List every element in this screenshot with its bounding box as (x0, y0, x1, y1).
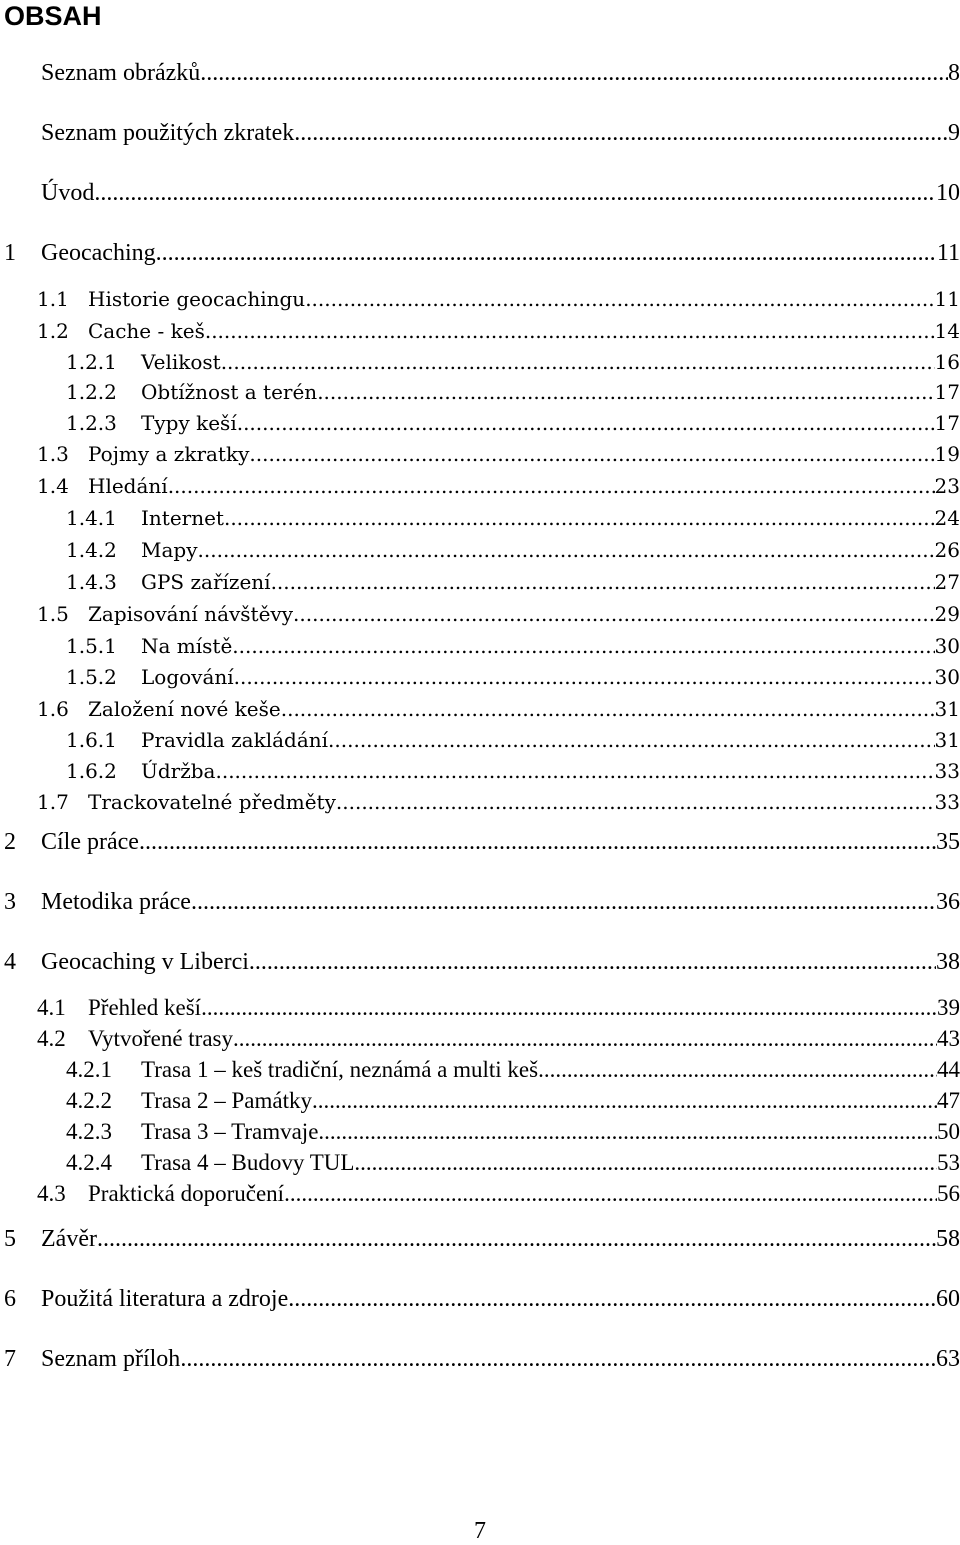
toc-leader (249, 947, 936, 977)
toc-entry-page: 26 (934, 538, 960, 562)
toc-entry-page: 31 (934, 697, 960, 721)
toc-entry-title: Trasa 2 – Památky (141, 1088, 313, 1113)
toc-entry-number: 4.2.2 (66, 1088, 112, 1113)
toc-entry[interactable] (0, 567, 960, 599)
toc-entry-number: 1.3 (37, 442, 69, 466)
toc-leader (294, 118, 948, 148)
toc-leader (97, 1224, 936, 1254)
toc-entry-page: 50 (937, 1119, 960, 1144)
toc-entry-number: 1.7 (37, 790, 69, 814)
toc-entry[interactable] (0, 599, 960, 631)
toc-entry-title: Metodika práce (41, 889, 191, 915)
toc-leader (288, 1284, 936, 1314)
toc-leader (328, 725, 935, 755)
toc-leader (201, 993, 937, 1023)
toc-entry-title: Trasa 4 – Budovy TUL (141, 1150, 355, 1175)
toc-entry[interactable] (0, 1024, 960, 1056)
toc-entry-title: Vytvořené trasy (88, 1026, 233, 1051)
toc-entry[interactable] (0, 284, 960, 316)
toc-entry-title: Seznam příloh (41, 1346, 181, 1372)
toc-entry[interactable] (0, 1117, 960, 1149)
toc-entry-title: Založení nové keše (88, 697, 281, 721)
toc-entry[interactable] (0, 662, 960, 694)
toc-entry-page: 43 (937, 1026, 960, 1051)
toc-entry[interactable] (0, 439, 960, 471)
toc-leader (191, 887, 936, 917)
toc-entry-number: 4 (4, 949, 16, 975)
toc-entry[interactable] (0, 631, 960, 663)
toc-entry-title: Geocaching (41, 240, 156, 266)
toc-entry-page: 11 (936, 240, 960, 266)
page-number: 7 (474, 1518, 486, 1544)
toc-leader (180, 1344, 936, 1374)
toc-leader (336, 787, 935, 817)
toc-entry-page: 39 (937, 995, 960, 1020)
toc-leader (271, 567, 935, 597)
toc-entry[interactable] (0, 178, 960, 210)
toc-leader (232, 631, 934, 661)
toc-entry-number: 1 (4, 240, 16, 266)
toc-entry-page: 19 (934, 442, 960, 466)
toc-entry[interactable] (0, 694, 960, 726)
toc-entry-title: Použitá literatura a zdroje (41, 1286, 289, 1312)
toc-entry-title: Obtížnost a terén (141, 380, 318, 404)
toc-entry-page: 35 (936, 829, 960, 855)
toc-entry[interactable] (0, 377, 960, 409)
toc-leader (224, 503, 935, 533)
toc-entry[interactable] (0, 58, 960, 90)
toc-entry-number: 1.4 (37, 474, 69, 498)
toc-leader (354, 1148, 937, 1178)
toc-entry-title: Pravidla zakládání (141, 728, 329, 752)
toc-entry-title: Cíle práce (41, 829, 139, 855)
toc-entry[interactable] (0, 1086, 960, 1118)
toc-entry-page: 60 (936, 1286, 960, 1312)
toc-entry-title: Závěr (41, 1226, 97, 1252)
toc-entry-title: Seznam použitých zkratek (41, 120, 295, 146)
toc-entry-number: 4.3 (37, 1181, 66, 1206)
toc-entry-title: Trasa 3 – Tramvaje (141, 1119, 319, 1144)
toc-entry-title: GPS zařízení (141, 570, 271, 594)
toc-entry-number: 1.2 (37, 319, 69, 343)
toc-entry[interactable] (0, 238, 960, 270)
toc-entry-number: 1.2.1 (66, 350, 117, 374)
toc-entry[interactable] (0, 827, 960, 859)
toc-entry-title: Internet (141, 506, 224, 530)
toc-entry-page: 24 (934, 506, 960, 530)
toc-entry-page: 63 (936, 1346, 960, 1372)
toc-entry-number: 1.6.2 (66, 759, 117, 783)
toc-leader (139, 827, 936, 857)
toc-entry[interactable] (0, 947, 960, 979)
toc-entry[interactable] (0, 316, 960, 348)
toc-leader (215, 756, 934, 786)
toc-entry-title: Hledání (88, 474, 168, 498)
toc-entry-number: 1.1 (37, 287, 69, 311)
toc-entry-title: Úvod (41, 180, 95, 206)
toc-leader (305, 284, 934, 314)
toc-leader (249, 439, 934, 469)
toc-entry-title: Geocaching v Liberci (41, 949, 249, 975)
toc-entry[interactable] (0, 347, 960, 379)
toc-entry-title: Pojmy a zkratky (88, 442, 250, 466)
toc-entry-page: 38 (936, 949, 960, 975)
toc-entry-number: 1.4.2 (66, 538, 117, 562)
toc-leader (221, 347, 935, 377)
toc-entry[interactable] (0, 1055, 960, 1087)
toc-entry-number: 1.4.1 (66, 506, 117, 530)
toc-entry[interactable] (0, 471, 960, 503)
toc-entry-number: 3 (4, 889, 16, 915)
toc-entry[interactable] (0, 993, 960, 1025)
toc-leader (237, 408, 935, 438)
toc-entry-number: 7 (4, 1346, 16, 1372)
toc-entry-number: 1.2.3 (66, 411, 117, 435)
toc-entry-page: 33 (934, 759, 960, 783)
toc-entry-number: 1.2.2 (66, 380, 117, 404)
toc-entry-title: Na místě (141, 634, 233, 658)
toc-entry-number: 5 (4, 1226, 16, 1252)
toc-entry-number: 1.6 (37, 697, 69, 721)
toc-leader (94, 178, 936, 208)
toc-entry-title: Přehled keší (88, 995, 202, 1020)
toc-entry-page: 44 (937, 1057, 960, 1082)
toc-entry-title: Mapy (141, 538, 198, 562)
toc-entry-title: Historie geocachingu (88, 287, 306, 311)
toc-leader (198, 535, 935, 565)
toc-entry-page: 10 (936, 180, 960, 206)
toc-entry-page: 53 (937, 1150, 960, 1175)
toc-entry[interactable] (0, 118, 960, 150)
toc-entry-page: 16 (934, 350, 960, 374)
toc-entry-page: 14 (934, 319, 960, 343)
toc-entry-title: Zapisování návštěvy (88, 602, 294, 626)
toc-entry[interactable] (0, 503, 960, 535)
toc-entry-title: Cache - keš (88, 319, 205, 343)
toc-entry-number: 4.2.1 (66, 1057, 112, 1082)
toc-entry-number: 1.6.1 (66, 728, 117, 752)
toc-entry[interactable] (0, 1179, 960, 1211)
toc-entry[interactable] (0, 887, 960, 919)
toc-entry-page: 30 (934, 634, 960, 658)
page-title: OBSAH (4, 1, 102, 31)
toc-entry-number: 4.1 (37, 995, 66, 1020)
toc-leader (538, 1055, 937, 1085)
toc-entry[interactable] (0, 1224, 960, 1256)
toc-entry-title: Údržba (141, 759, 216, 783)
toc-leader (156, 238, 937, 268)
toc-entry[interactable] (0, 535, 960, 567)
toc-entry-page: 30 (934, 665, 960, 689)
toc-entry-page: 29 (934, 602, 960, 626)
toc-entry[interactable] (0, 756, 960, 788)
toc-entry-page: 9 (948, 120, 960, 146)
toc-entry-number: 4.2 (37, 1026, 66, 1051)
toc-leader (284, 1179, 937, 1209)
toc-entry-title: Praktická doporučení (88, 1181, 285, 1206)
toc-entry-number: 4.2.3 (66, 1119, 112, 1144)
toc-leader (168, 471, 935, 501)
toc-entry-page: 17 (934, 411, 960, 435)
toc-entry-page: 47 (937, 1088, 960, 1113)
toc-leader (234, 662, 935, 692)
toc-entry-page: 27 (934, 570, 960, 594)
toc-leader (200, 58, 948, 88)
toc-entry-page: 8 (948, 60, 960, 86)
toc-leader (205, 316, 935, 346)
toc-entry[interactable] (0, 725, 960, 757)
toc-entry-title: Trasa 1 – keš tradiční, neznámá a multi keš (141, 1057, 539, 1082)
toc-entry-title: Trackovatelné předměty (88, 790, 336, 814)
toc-leader (281, 694, 935, 724)
toc-leader (312, 1086, 937, 1116)
toc-entry-title: Velikost (141, 350, 221, 374)
toc-entry[interactable] (0, 787, 960, 819)
toc-entry-page: 56 (937, 1181, 960, 1206)
toc-entry-title: Typy keší (141, 411, 237, 435)
toc-entry[interactable] (0, 408, 960, 440)
toc-entry-page: 23 (934, 474, 960, 498)
toc-entry-number: 1.5 (37, 602, 69, 626)
toc-leader (317, 377, 934, 407)
toc-leader (293, 599, 935, 629)
toc-entry[interactable] (0, 1148, 960, 1180)
toc-entry-number: 1.5.1 (66, 634, 117, 658)
toc-entry-page: 33 (934, 790, 960, 814)
toc-entry[interactable] (0, 1344, 960, 1376)
toc-entry-page: 17 (934, 380, 960, 404)
toc-entry-page: 31 (934, 728, 960, 752)
toc-entry-page: 36 (936, 889, 960, 915)
toc-entry-title: Seznam obrázků (41, 60, 201, 86)
toc-entry-number: 1.5.2 (66, 665, 117, 689)
toc-entry-number: 4.2.4 (66, 1150, 112, 1175)
toc-entry[interactable] (0, 1284, 960, 1316)
toc-entry-number: 2 (4, 829, 16, 855)
toc-leader (318, 1117, 937, 1147)
toc-entry-page: 11 (934, 287, 960, 311)
toc-entry-page: 58 (936, 1226, 960, 1252)
toc-leader (233, 1024, 937, 1054)
toc-entry-number: 6 (4, 1286, 16, 1312)
toc-entry-number: 1.4.3 (66, 570, 117, 594)
toc-entry-title: Logování (141, 665, 234, 689)
